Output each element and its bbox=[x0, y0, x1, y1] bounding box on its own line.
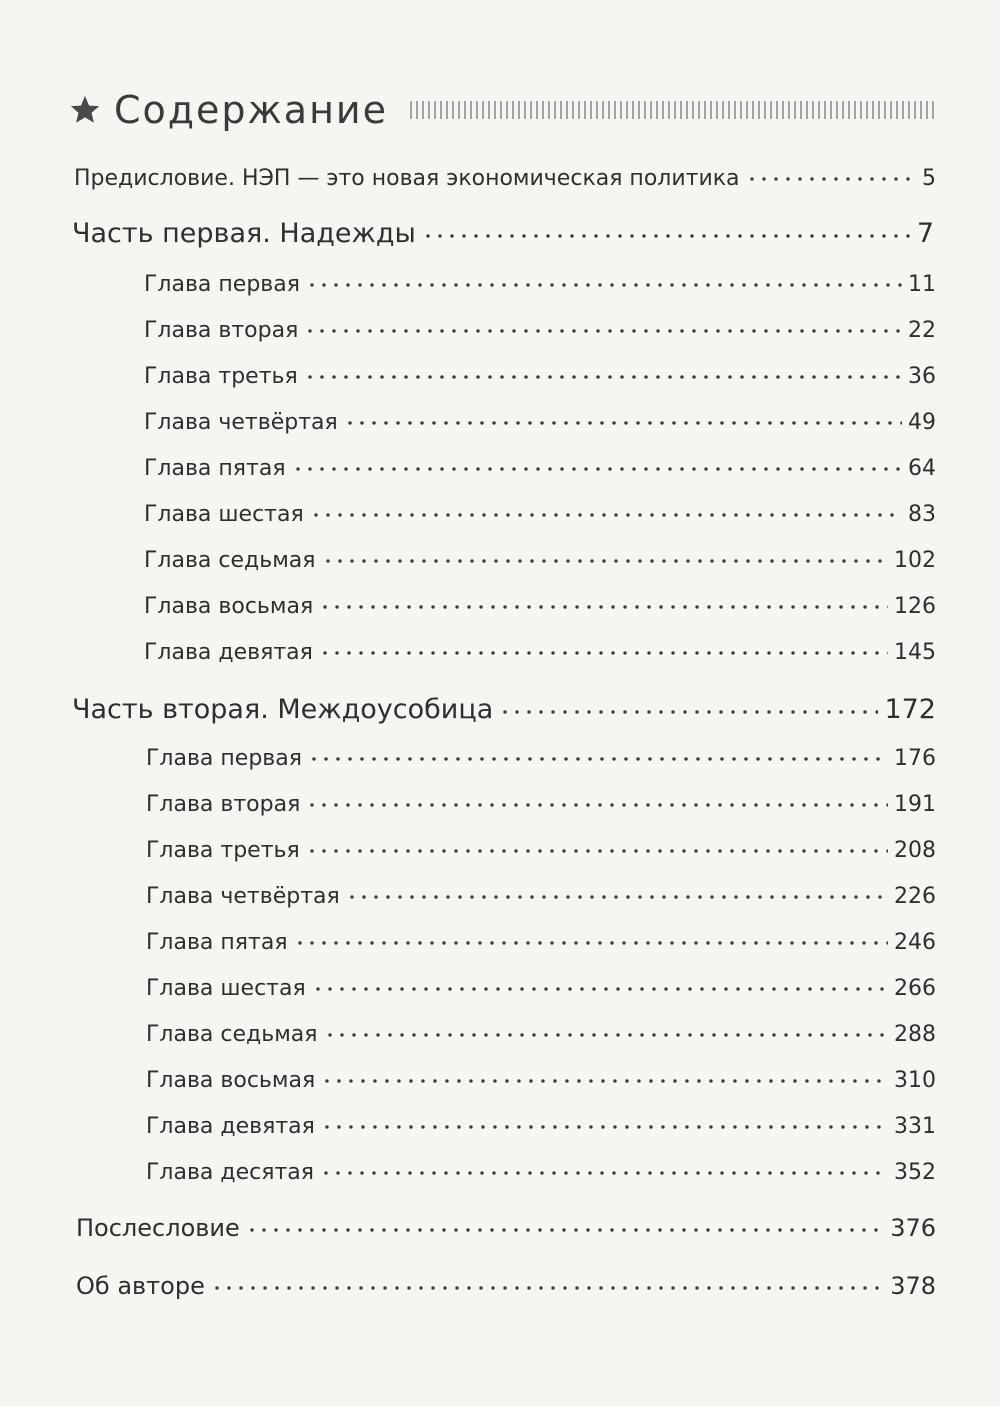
toc-entry-preface[interactable] bbox=[74, 166, 936, 191]
toc-entry-page: 352 bbox=[894, 1160, 936, 1185]
dot-leader bbox=[306, 803, 888, 807]
toc-entry-page: 176 bbox=[894, 746, 936, 771]
dot-leader bbox=[246, 1228, 884, 1232]
dot-leader bbox=[422, 234, 911, 238]
toc-entry-chapter[interactable] bbox=[144, 364, 936, 389]
toc-entry-chapter[interactable] bbox=[146, 1160, 936, 1185]
toc-entry-chapter[interactable] bbox=[144, 502, 936, 527]
toc-entry-chapter[interactable] bbox=[146, 1068, 936, 1093]
toc-entry-page: 5 bbox=[922, 166, 936, 191]
toc-entry-page: 22 bbox=[908, 318, 936, 343]
toc-entry-page: 36 bbox=[908, 364, 936, 389]
dot-leader bbox=[211, 1286, 884, 1290]
toc-entry-page: 310 bbox=[894, 1068, 936, 1093]
dot-leader bbox=[306, 283, 902, 287]
toc-entry-label: Предисловие. НЭП — это новая экономическая политика bbox=[74, 166, 740, 191]
toc-entry-chapter[interactable] bbox=[144, 456, 936, 481]
toc-entry-chapter[interactable] bbox=[146, 838, 936, 863]
toc-entry-page: 172 bbox=[884, 694, 936, 725]
toc-entry-page: 83 bbox=[908, 502, 936, 527]
toc-entry-page: 266 bbox=[894, 976, 936, 1001]
toc-entry-afterword[interactable] bbox=[76, 1214, 936, 1242]
toc-entry-page: 126 bbox=[894, 594, 936, 619]
toc-entry-chapter[interactable] bbox=[146, 884, 936, 909]
toc-entry-chapter[interactable] bbox=[146, 1114, 936, 1139]
toc-entry-page: 376 bbox=[890, 1214, 936, 1242]
toc-entry-page: 145 bbox=[894, 640, 936, 665]
toc-entry-label: Глава восьмая bbox=[144, 594, 314, 619]
toc-entry-page: 64 bbox=[908, 456, 936, 481]
dot-leader bbox=[306, 849, 888, 853]
toc-entry-label: Глава пятая bbox=[146, 930, 288, 955]
dot-leader bbox=[321, 1079, 888, 1083]
toc-entry-label: Глава третья bbox=[146, 838, 300, 863]
dot-leader bbox=[292, 467, 902, 471]
dot-leader bbox=[499, 710, 878, 714]
toc-entry-chapter[interactable] bbox=[144, 410, 936, 435]
toc-entry-label: Глава седьмая bbox=[146, 1022, 318, 1047]
toc-entry-page: 378 bbox=[890, 1272, 936, 1300]
toc-entry-chapter[interactable] bbox=[146, 792, 936, 817]
toc-entry-label: Глава десятая bbox=[146, 1160, 315, 1185]
toc-entry-label: Глава четвёртая bbox=[146, 884, 340, 909]
toc-entry-page: 288 bbox=[894, 1022, 936, 1047]
toc-entry-part-1[interactable] bbox=[72, 218, 934, 249]
dot-leader bbox=[322, 559, 888, 563]
dot-leader bbox=[308, 757, 888, 761]
dot-leader bbox=[324, 1033, 888, 1037]
toc-entry-page: 246 bbox=[894, 930, 936, 955]
toc-entry-page: 7 bbox=[916, 218, 934, 249]
star-icon bbox=[68, 93, 102, 127]
dot-leader bbox=[319, 651, 888, 655]
toc-entry-label: Глава вторая bbox=[144, 318, 299, 343]
dot-leader bbox=[746, 177, 916, 181]
toc-entry-label: Глава седьмая bbox=[144, 548, 316, 573]
toc-header bbox=[68, 82, 936, 138]
dot-leader bbox=[304, 329, 902, 333]
toc-entry-label: Глава девятая bbox=[144, 640, 313, 665]
toc-entry-part-2[interactable] bbox=[72, 694, 936, 725]
dot-leader bbox=[346, 895, 888, 899]
toc-entry-label: Послесловие bbox=[76, 1214, 240, 1242]
toc-entry-label: Об авторе bbox=[76, 1272, 205, 1300]
toc-entry-label: Глава третья bbox=[144, 364, 298, 389]
toc-entry-about-author[interactable] bbox=[76, 1272, 936, 1300]
toc-entry-label: Глава шестая bbox=[144, 502, 304, 527]
toc-entry-label: Глава шестая bbox=[146, 976, 306, 1001]
toc-entry-page: 102 bbox=[894, 548, 936, 573]
dot-leader bbox=[294, 941, 888, 945]
toc-entry-chapter[interactable] bbox=[144, 594, 936, 619]
toc-entry-label: Глава первая bbox=[146, 746, 302, 771]
toc-entry-chapter[interactable] bbox=[146, 976, 936, 1001]
toc-entry-chapter[interactable] bbox=[146, 1022, 936, 1047]
toc-entry-label: Глава пятая bbox=[144, 456, 286, 481]
toc-entry-page: 49 bbox=[908, 410, 936, 435]
dot-leader bbox=[344, 421, 902, 425]
toc-entry-chapter[interactable] bbox=[146, 746, 936, 771]
toc-entry-label: Глава первая bbox=[144, 272, 300, 297]
toc-entry-label: Глава вторая bbox=[146, 792, 301, 817]
toc-entry-page: 226 bbox=[894, 884, 936, 909]
dot-leader bbox=[312, 987, 888, 991]
toc-entry-chapter[interactable] bbox=[144, 318, 936, 343]
toc-entry-chapter[interactable] bbox=[144, 640, 936, 665]
dot-leader bbox=[310, 513, 902, 517]
toc-entry-label: Глава девятая bbox=[146, 1114, 315, 1139]
title-rule bbox=[410, 101, 936, 119]
toc-entry-label: Часть первая. Надежды bbox=[72, 218, 416, 249]
dot-leader bbox=[320, 1171, 888, 1175]
toc-entry-chapter[interactable] bbox=[146, 930, 936, 955]
dot-leader bbox=[304, 375, 902, 379]
toc-entry-chapter[interactable] bbox=[144, 548, 936, 573]
toc-entry-page: 11 bbox=[908, 272, 936, 297]
toc-entry-page: 191 bbox=[894, 792, 936, 817]
toc-entry-label: Часть вторая. Междоусобица bbox=[72, 694, 494, 725]
dot-leader bbox=[319, 605, 888, 609]
dot-leader bbox=[321, 1125, 888, 1129]
toc-entry-label: Глава восьмая bbox=[146, 1068, 316, 1093]
toc-entry-page: 331 bbox=[894, 1114, 936, 1139]
page-title: Содержание bbox=[114, 88, 388, 132]
toc-entry-label: Глава четвёртая bbox=[144, 410, 338, 435]
toc-entry-chapter[interactable] bbox=[144, 272, 936, 297]
toc-entry-page: 208 bbox=[894, 838, 936, 863]
